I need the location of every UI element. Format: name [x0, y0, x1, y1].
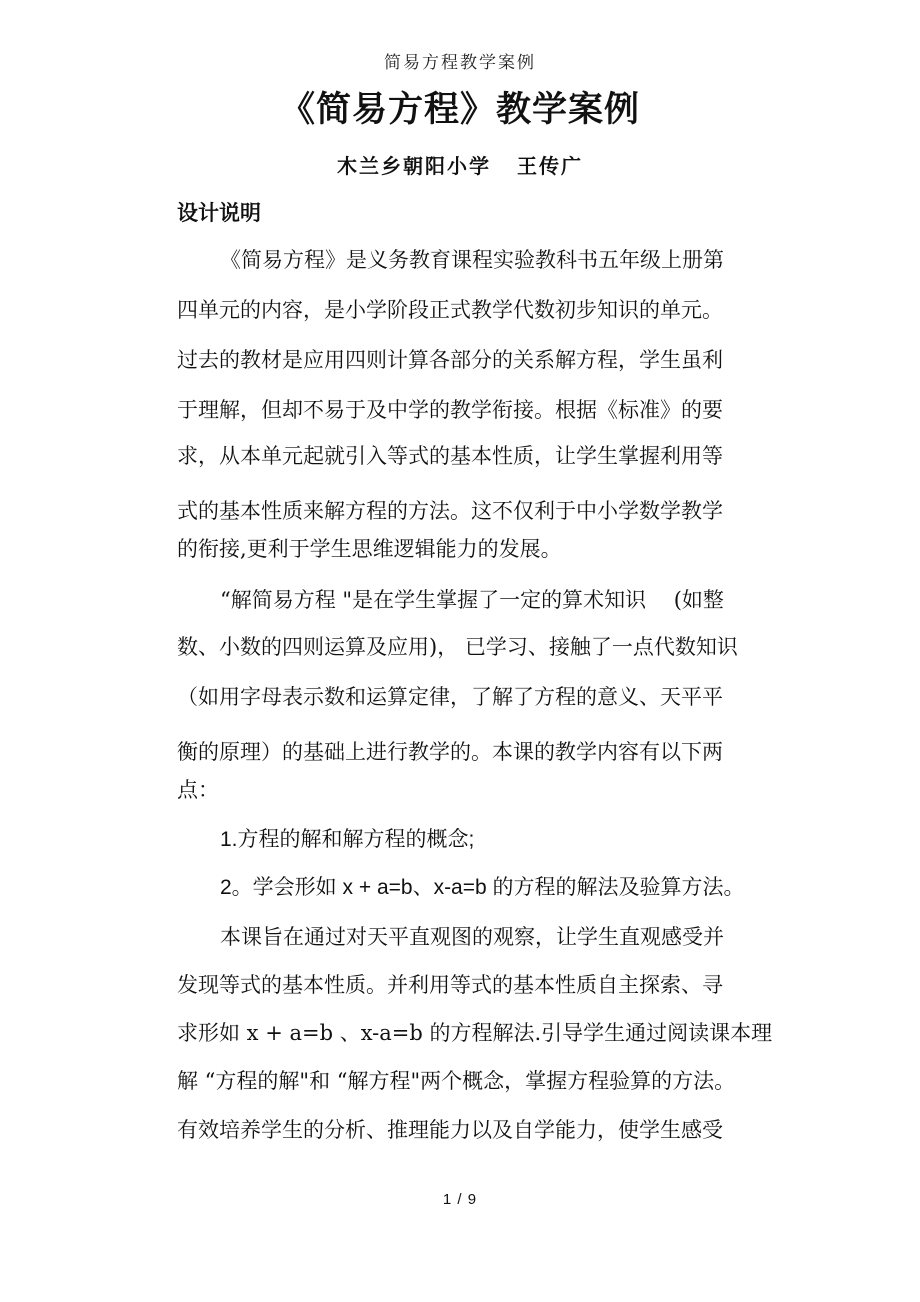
list-item: 2。学会形如 x + a=b、x-a=b 的方程的解法及验算方法。 — [220, 876, 745, 899]
school-name: 木兰乡朝阳小学 — [337, 154, 491, 178]
paragraph-line: 的衔接,更利于学生思维逻辑能力的发展。 — [177, 537, 562, 561]
paragraph-line: 解 “方程的解"和 “解方程"两个概念，掌握方程验算的方法。 — [177, 1069, 736, 1093]
author-line — [0, 150, 920, 179]
paragraph-line: 于理解，但却不易于及中学的教学衔接。根据《标准》的要 — [177, 398, 723, 422]
section-heading: 设计说明 — [177, 200, 261, 225]
paragraph-line: （如用字母表示数和运算定律，了解了方程的意义、天平平 — [177, 685, 723, 709]
paragraph-line: 求，从本单元起就引入等式的基本性质，让学生掌握利用等 — [177, 444, 723, 468]
running-header: 简易方程教学案例 — [384, 53, 536, 73]
paragraph-line: 点： — [177, 778, 219, 802]
paragraph-line: 四单元的内容，是小学阶段正式教学代数初步知识的单元。 — [177, 298, 723, 322]
list-item: 1.方程的解和解方程的概念; — [220, 828, 475, 851]
paragraph-line: “解简易方程 "是在学生掌握了一定的算术知识 (如整 — [220, 588, 724, 612]
paragraph-line: 有效培养学生的分析、推理能力以及自学能力，使学生感受 — [177, 1118, 723, 1142]
paragraph-line: 求形如 x + a=b 、x-a=b 的方程解法.引导学生通过阅读课本理 — [177, 1021, 773, 1045]
paragraph-line: 发现等式的基本性质。并利用等式的基本性质自主探索、寻 — [177, 973, 723, 997]
paragraph-line: 过去的教材是应用四则计算各部分的关系解方程，学生虽利 — [177, 348, 723, 372]
author-name: 王传广 — [517, 154, 583, 178]
page-indicator: 1 / 9 — [442, 1191, 478, 1208]
paragraph-line: 式的基本性质来解方程的方法。这不仅利于中小学数学教学 — [177, 499, 723, 523]
paragraph-line: 衡的原理）的基础上进行教学的。本课的教学内容有以下两 — [177, 740, 723, 764]
document-title: 《简易方程》教学案例 — [279, 90, 640, 130]
paragraph-line: 《简易方程》是义务教育课程实验教科书五年级上册第 — [220, 248, 724, 272]
paragraph-line: 数、小数的四则运算及应用)， 已学习、接触了一点代数知识 — [177, 635, 738, 659]
paragraph-line: 本课旨在通过对天平直观图的观察，让学生直观感受并 — [220, 925, 724, 949]
